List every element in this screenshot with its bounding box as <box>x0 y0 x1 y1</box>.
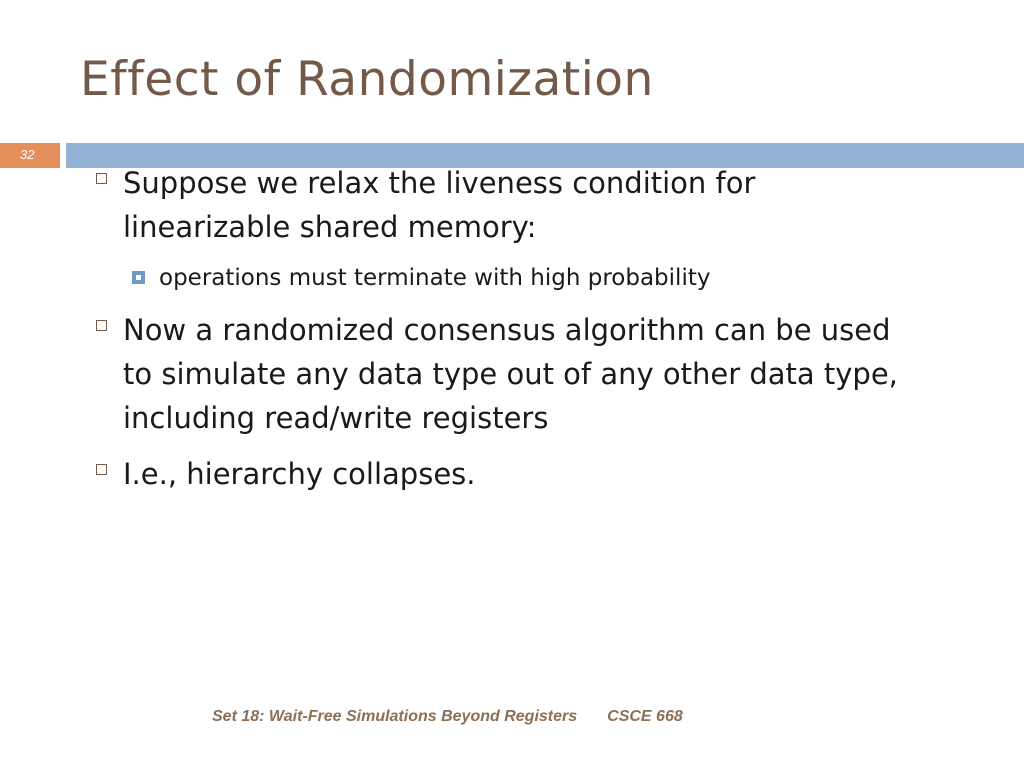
slide-footer <box>212 708 683 726</box>
footer-set-label: Set 18: Wait-Free Simulations Beyond Registers <box>212 708 578 725</box>
slide-number: 32 <box>20 147 35 162</box>
bullet-text: Now a randomized consensus algorithm can be used to simulate any data type out of any other data type, including read/write registers <box>123 313 898 435</box>
filled-square-bullet-icon <box>132 271 145 284</box>
bullet-text: Suppose we relax the liveness condition for linearizable shared memory: <box>123 166 756 244</box>
footer-course: CSCE 668 <box>607 708 683 725</box>
square-bullet-icon <box>96 173 107 184</box>
sub-bullet-text: operations must terminate with high probability <box>159 265 711 291</box>
square-bullet-icon <box>96 320 107 331</box>
bullet-text: I.e., hierarchy collapses. <box>123 457 476 491</box>
slide-title: Effect of Randomization <box>80 52 654 107</box>
square-bullet-icon <box>96 464 107 475</box>
